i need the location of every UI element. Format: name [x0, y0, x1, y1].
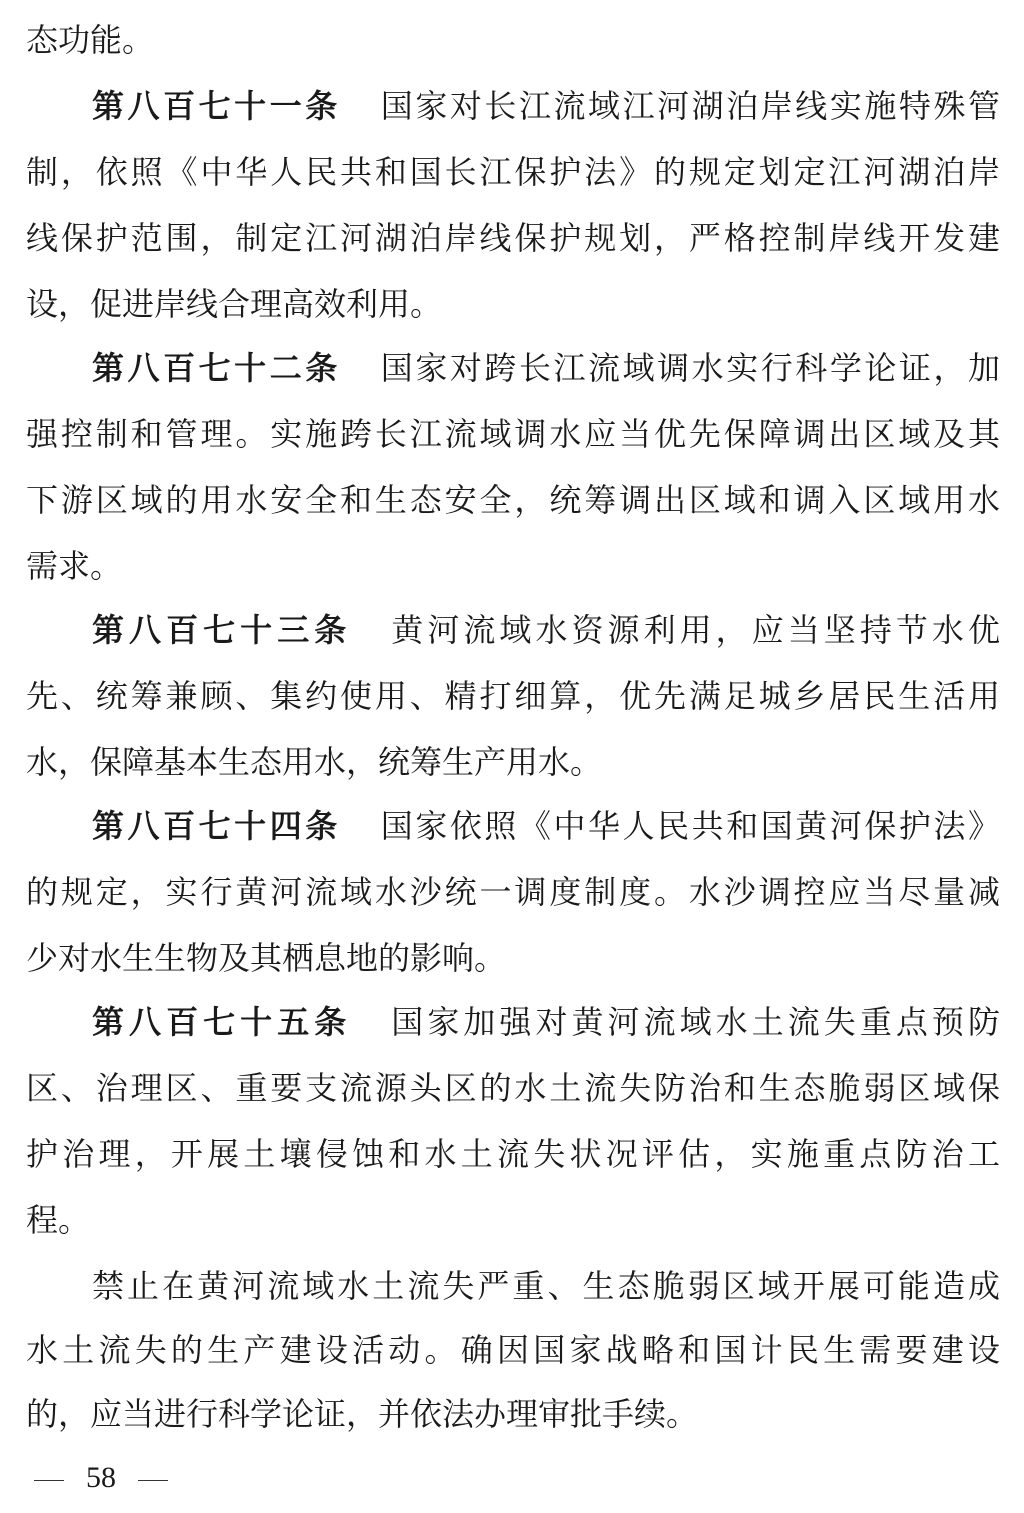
article-number: 第八百七十三条: [92, 611, 352, 649]
article-number: 第八百七十一条: [92, 87, 341, 125]
article-number: 第八百七十二条: [92, 349, 341, 387]
article-heading-line: [92, 346, 1000, 390]
line-text: 下游区域的用水安全和生态安全，统筹调出区域和调入区域用水: [26, 481, 1000, 519]
line-text: 国家对长江流域江河湖泊岸线实施特殊管: [380, 87, 1000, 125]
paragraph-first-line: [92, 1264, 1000, 1308]
text-line: [26, 1392, 1000, 1436]
text-line: [26, 870, 1000, 914]
line-text: 的，应当进行科学论证，并依法办理审批手续。: [26, 1395, 699, 1433]
text-line: [26, 150, 1000, 194]
page-footer: [34, 1458, 168, 1498]
line-text: 区、治理区、重要支流源头区的水土流失防治和生态脆弱区域保: [26, 1069, 1000, 1107]
line-text: 程。: [26, 1201, 91, 1239]
article-heading-line: [92, 84, 1000, 128]
text-line: [26, 1066, 1000, 1110]
line-text: 的规定，实行黄河流域水沙统一调度制度。水沙调控应当尽量减: [26, 873, 1000, 911]
article-number: 第八百七十五条: [92, 1003, 352, 1041]
text-line: [26, 1132, 1000, 1176]
line-text: 先、统筹兼顾、集约使用、精打细算，优先满足城乡居民生活用: [26, 677, 1000, 715]
text-line: [26, 740, 1000, 784]
line-text: 需求。: [26, 547, 123, 585]
line-text: 强控制和管理。实施跨长江流域调水应当优先保障调出区域及其: [26, 415, 1000, 453]
article-heading-line: [92, 608, 1000, 652]
line-text: 少对水生生物及其栖息地的影响。: [26, 939, 507, 977]
text-line: [26, 478, 1000, 522]
footer-dash-right: [138, 1480, 168, 1481]
text-line: [26, 1198, 1000, 1242]
text-line: [26, 216, 1000, 260]
line-text: 国家加强对黄河流域水土流失重点预防: [391, 1003, 1000, 1041]
line-text: 设，促进岸线合理高效利用。: [26, 285, 443, 323]
line-text: 水，保障基本生态用水，统筹生产用水。: [26, 743, 603, 781]
article-number: 第八百七十四条: [92, 807, 341, 845]
line-text: 态功能。: [26, 21, 155, 59]
line-text: 黄河流域水资源利用，应当坚持节水优: [391, 611, 1000, 649]
text-line: [26, 674, 1000, 718]
line-text: 水土流失的生产建设活动。确因国家战略和国计民生需要建设: [26, 1331, 1000, 1369]
text-line: [26, 18, 1000, 62]
text-line: [26, 544, 1000, 588]
line-text: 制，依照《中华人民共和国长江保护法》的规定划定江河湖泊岸: [26, 153, 1000, 191]
line-text: 禁止在黄河流域水土流失严重、生态脆弱区域开展可能造成: [92, 1267, 1000, 1305]
article-heading-line: [92, 1000, 1000, 1044]
line-text: 国家依照《中华人民共和国黄河保护法》: [380, 807, 1000, 845]
line-text: 线保护范围，制定江河湖泊岸线保护规划，严格控制岸线开发建: [26, 219, 1000, 257]
text-line: [26, 1328, 1000, 1372]
text-line: [26, 412, 1000, 456]
footer-dash-left: [34, 1480, 64, 1481]
line-text: 国家对跨长江流域调水实行科学论证，加: [380, 349, 1000, 387]
line-text: 护治理，开展土壤侵蚀和水土流失状况评估，实施重点防治工: [26, 1135, 1000, 1173]
text-line: [26, 282, 1000, 326]
page-number: 58: [86, 1461, 116, 1494]
text-line: [26, 936, 1000, 980]
article-heading-line: [92, 804, 1000, 848]
